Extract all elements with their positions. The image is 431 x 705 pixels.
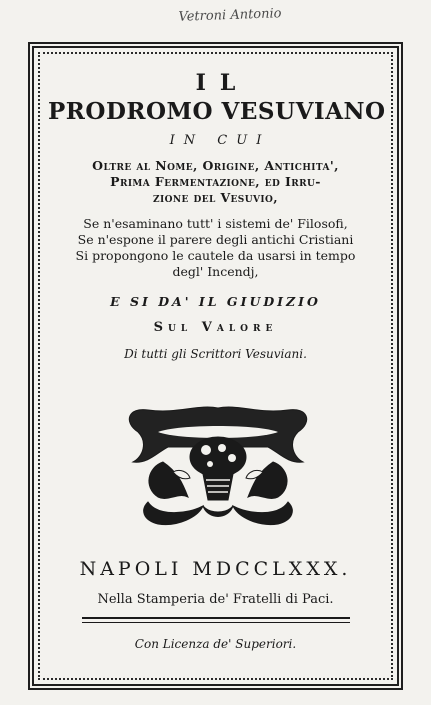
scrittori-line: Di tutti gli Scrittori Vesuviani. bbox=[124, 347, 307, 361]
title-line-il: IL bbox=[195, 70, 250, 96]
description-line-2: Prima Fermentazione, ed Irru- bbox=[110, 174, 321, 189]
title-block bbox=[48, 70, 386, 362]
valore-line: Sul Valore bbox=[153, 320, 278, 335]
body-line-1: Se n'esaminano tutt' i sistemi de' Filosofi, bbox=[83, 216, 348, 231]
printers-ornament-icon bbox=[118, 402, 318, 532]
body-line-4: degl' Incendj, bbox=[172, 264, 259, 279]
main-title: PRODROMO VESUVIANO bbox=[48, 98, 386, 125]
handwritten-signature: Vetroni Antonio bbox=[178, 6, 282, 25]
imprint-licenza: Con Licenza de' Superiori. bbox=[134, 637, 297, 651]
giudizio-line: E SI DA' IL GIUDIZIO bbox=[110, 294, 321, 309]
divider-rule-thin bbox=[82, 622, 350, 623]
body-line-3: Si propongono le cautele da usarsi in tempo bbox=[75, 248, 356, 263]
body-line-2: Se n'espone il parere degli antichi Cristiani bbox=[77, 232, 354, 247]
imprint-printer: Nella Stamperia de' Fratelli di Paci. bbox=[97, 592, 334, 607]
description-line-1: Oltre al Nome, Origine, Antichita', bbox=[92, 158, 339, 173]
imprint-place: NAPOLI MDCCLXXX. bbox=[79, 558, 352, 580]
description-line-3: zione del Vesuvio, bbox=[153, 190, 278, 205]
title-line-in-cui: IN CUI bbox=[169, 133, 271, 148]
divider-rule bbox=[82, 617, 350, 619]
